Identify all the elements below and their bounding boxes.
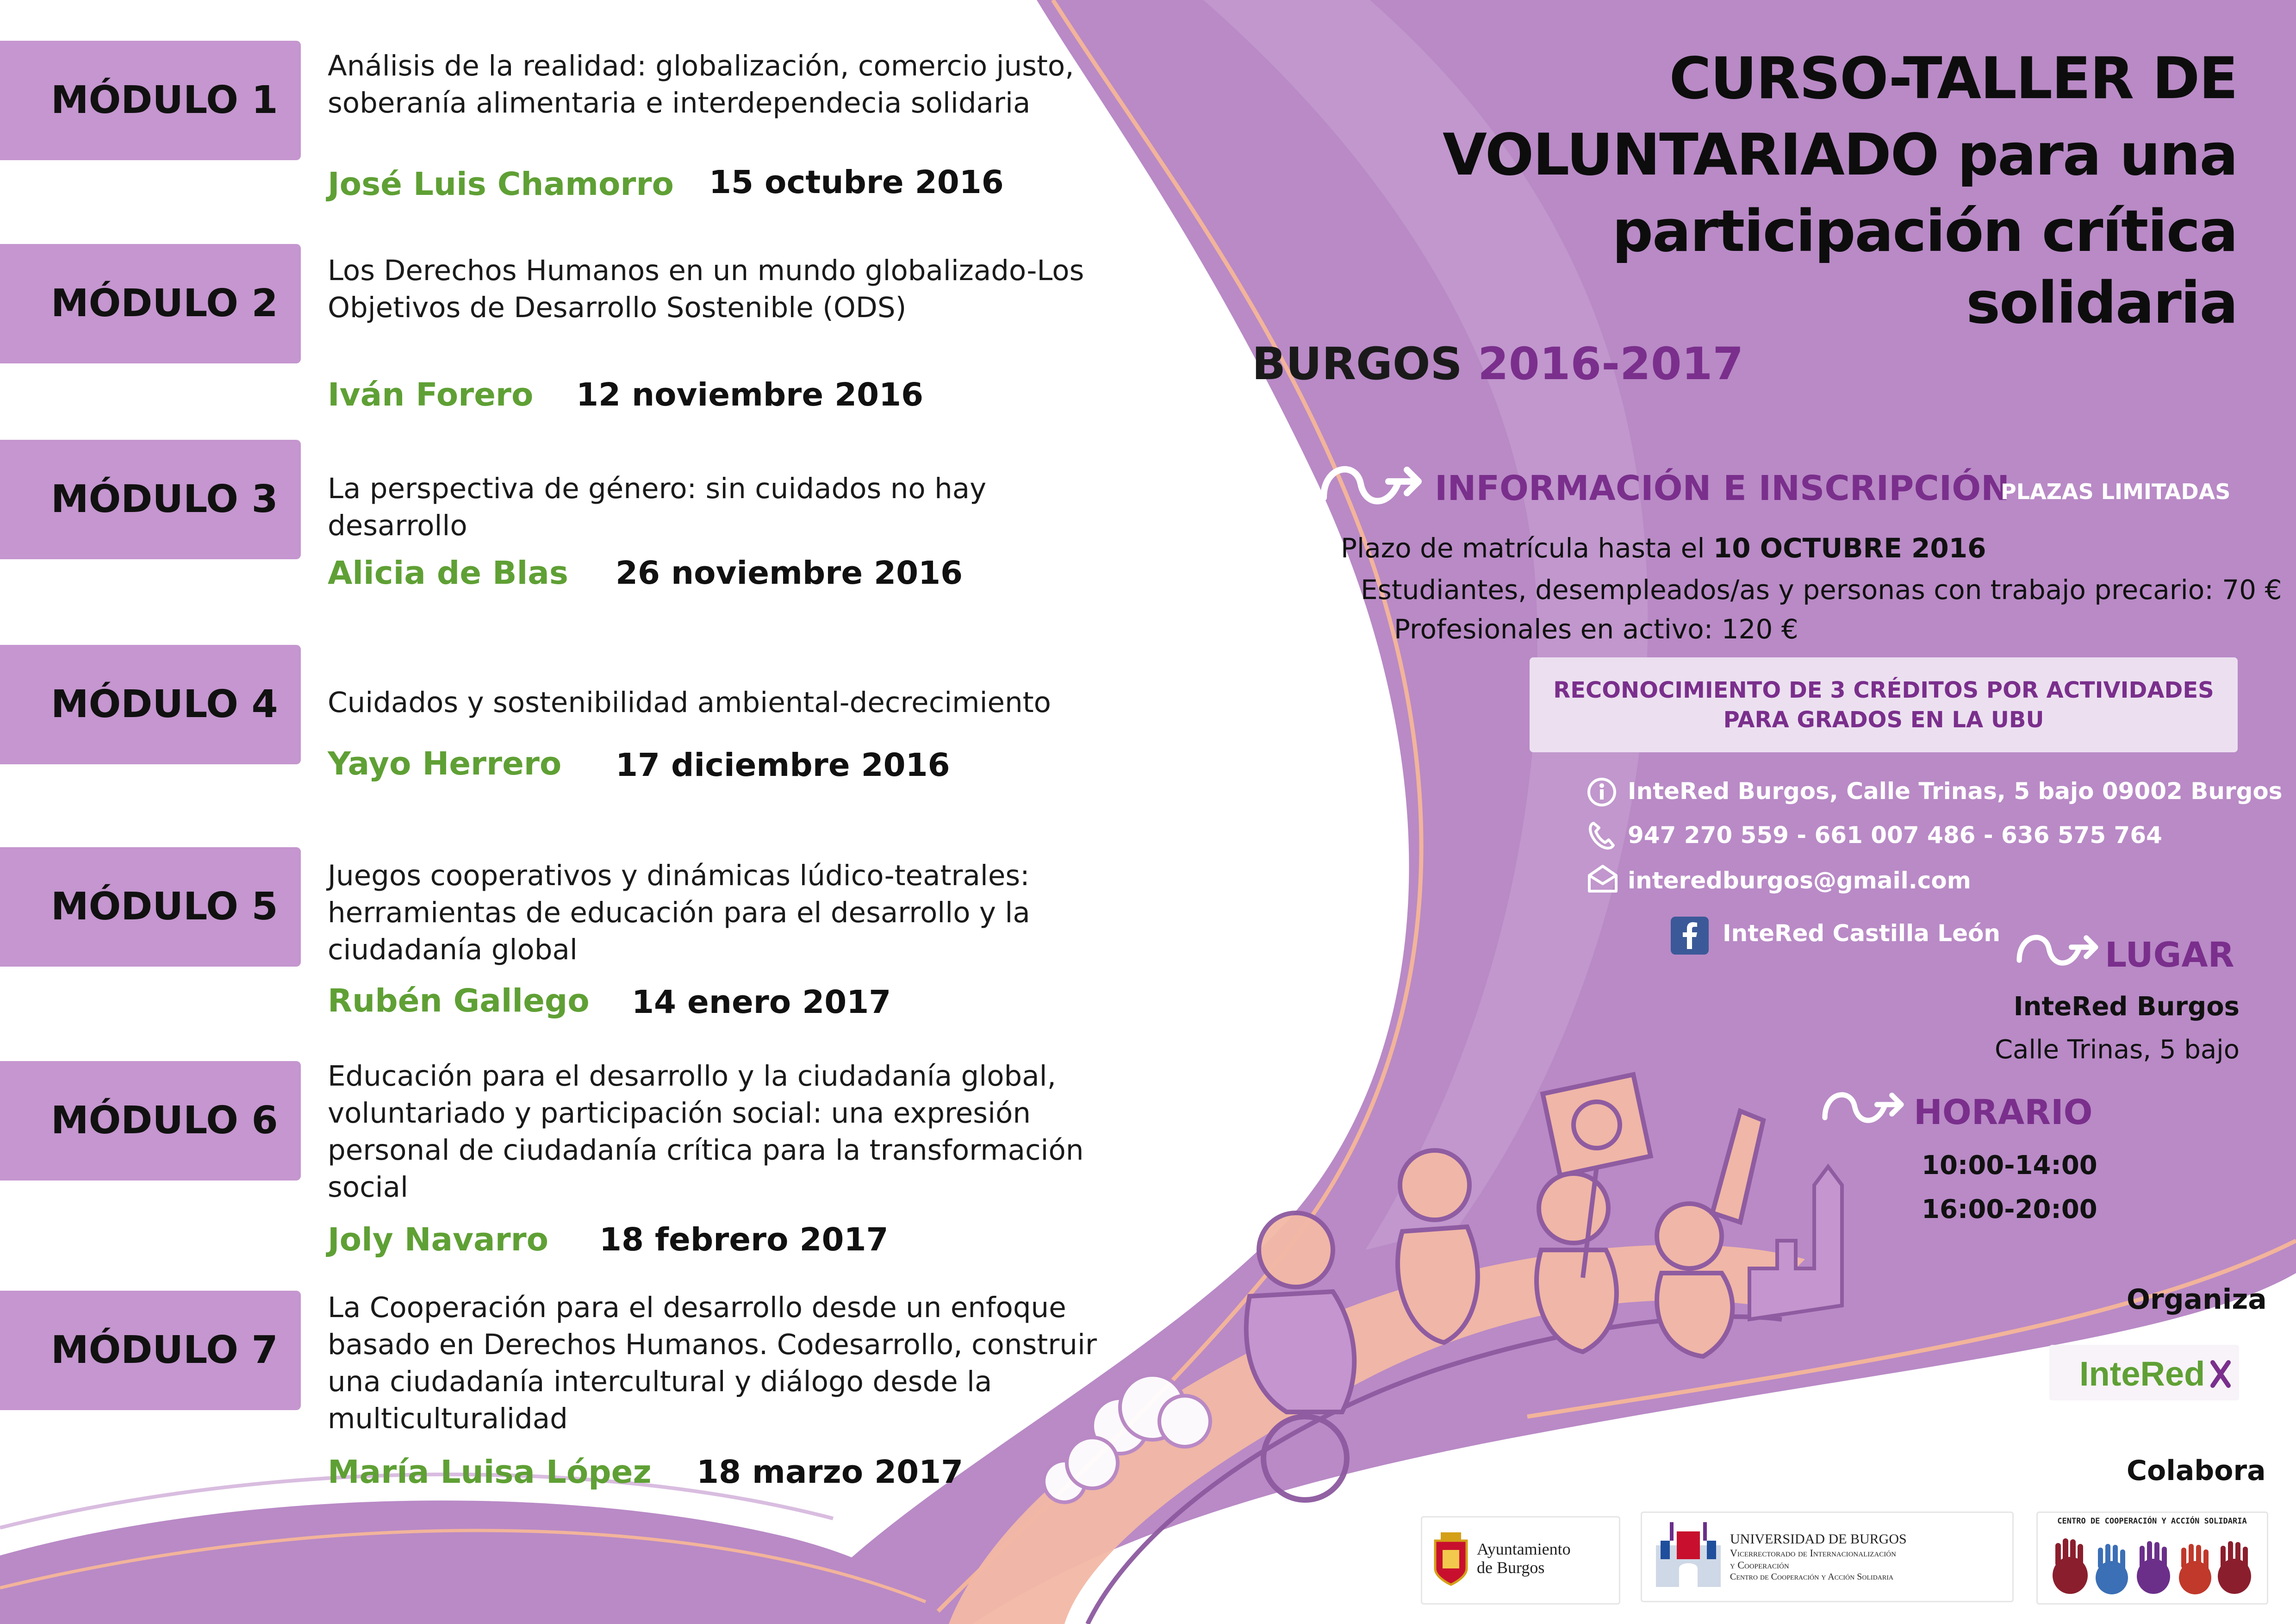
module-date: 18 febrero 2017 <box>599 1221 889 1258</box>
contact-phones: 947 270 559 - 661 007 486 - 636 575 764 <box>1628 822 2162 849</box>
ubu-line-3: y Cooperación <box>1730 1559 1789 1571</box>
credits-line-2: PARA GRADOS EN LA UBU <box>1723 706 2044 733</box>
credits-box <box>1530 657 2238 752</box>
wave-arrow-icon <box>1319 456 1425 512</box>
contact-email[interactable]: interedburgos@gmail.com <box>1628 867 1971 894</box>
module-tab <box>0 847 301 967</box>
handprints-icon <box>2047 1534 2258 1599</box>
deadline-text <box>1341 532 1986 564</box>
ccas-title: CENTRO DE COOPERACIÓN Y ACCIÓN SOLIDARIA <box>2057 1517 2247 1526</box>
title-line-1: CURSO-TALLER DE <box>1669 45 2237 112</box>
title-line-4: solidaria <box>1966 270 2237 337</box>
module-description: La perspectiva de género: sin cuidados no hay desarrollo <box>328 472 987 542</box>
module-teacher: María Luisa López <box>328 1454 652 1491</box>
colabora-label: Colabora <box>2127 1455 2266 1487</box>
module-label: MÓDULO 3 <box>51 477 278 521</box>
title-line-3: participación crítica <box>1612 198 2237 265</box>
contact-facebook[interactable]: InteRed Castilla León <box>1723 920 2000 947</box>
module-tab <box>0 244 301 363</box>
module-description: Análisis de la realidad: globalización, comercio justo, soberanía alimentaria e interdependecia solidaria <box>328 50 1074 119</box>
organiza-label: Organiza <box>2127 1283 2267 1316</box>
schedule-slot-2: 16:00-20:00 <box>1922 1194 2097 1224</box>
module-description: Los Derechos Humanos en un mundo globalizado-Los Objetivos de Desarrollo Sostenible (ODS) <box>328 254 1084 324</box>
price-students: Estudiantes, desempleados/as y personas con trabajo precario: 70 € <box>1361 574 2282 606</box>
contact-address: InteRed Burgos, Calle Trinas, 5 bajo 09002 Burgos <box>1628 778 2283 805</box>
city-year-heading <box>1252 338 1743 390</box>
deadline-date: 10 OCTUBRE 2016 <box>1713 532 1986 564</box>
module-label: MÓDULO 4 <box>51 682 278 726</box>
place-street: Calle Trinas, 5 bajo <box>1994 1035 2240 1065</box>
info-heading: INFORMACIÓN E INSCRIPCIÓN <box>1435 468 2010 508</box>
module-date: 12 noviembre 2016 <box>576 376 924 413</box>
module-date: 15 octubre 2016 <box>709 164 1004 201</box>
info-icon <box>1587 777 1617 807</box>
module-date: 14 enero 2017 <box>632 984 891 1021</box>
wave-arrow-icon <box>2016 926 2101 972</box>
title-line-2: VOLUNTARIADO para una <box>1443 122 2237 188</box>
years: 2016-2017 <box>1478 338 1744 390</box>
ubu-logo <box>1641 1512 2014 1602</box>
phone-icon <box>1587 819 1617 852</box>
wave-arrow-icon <box>1821 1083 1907 1130</box>
module-label: MÓDULO 7 <box>51 1328 278 1372</box>
limited-places: PLAZAS LIMITADAS <box>2001 479 2231 504</box>
credits-line-1: RECONOCIMIENTO DE 3 CRÉDITOS POR ACTIVIDADES <box>1553 677 2214 703</box>
module-description: Educación para el desarrollo y la ciudadanía global, voluntariado y participación social: una expresión personal de ciudadanía crítica para la transformación social <box>328 1060 1084 1204</box>
schedule-heading: HORARIO <box>1914 1093 2093 1132</box>
module-teacher: José Luis Chamorro <box>328 166 674 203</box>
module-teacher: Rubén Gallego <box>328 982 590 1019</box>
intered-logo <box>2049 1345 2239 1400</box>
facebook-icon <box>1671 917 1709 955</box>
burgos-shield-icon <box>1432 1531 1469 1587</box>
place-name: InteRed Burgos <box>2013 992 2240 1022</box>
module-teacher: Yayo Herrero <box>328 745 562 782</box>
intered-logo-mark <box>2209 1358 2232 1390</box>
module-label: MÓDULO 5 <box>51 885 278 929</box>
bottom-left-swoosh <box>0 1500 949 1624</box>
deadline-prefix: Plazo de matrícula hasta el <box>1341 532 1705 564</box>
ubu-line-2: Vicerrectorado de Internacionalización <box>1730 1547 1896 1559</box>
module-date: 17 diciembre 2016 <box>616 747 950 784</box>
ubu-line-1: UNIVERSIDAD DE BURGOS <box>1730 1531 1907 1547</box>
mail-icon <box>1587 863 1619 894</box>
module-date: 26 noviembre 2016 <box>616 555 963 592</box>
ayuntamiento-logo <box>1421 1516 1620 1605</box>
ubu-line-4: Centro de Cooperación y Acción Solidaria <box>1730 1572 1894 1582</box>
module-date: 18 marzo 2017 <box>697 1454 964 1491</box>
module-teacher: Joly Navarro <box>328 1221 549 1258</box>
ayto-line-1: Ayuntamiento <box>1477 1540 1571 1558</box>
module-tab <box>0 1291 301 1410</box>
ubu-building-icon <box>1651 1522 1725 1592</box>
place-heading: LUGAR <box>2105 935 2234 975</box>
module-teacher: Iván Forero <box>328 376 534 413</box>
module-tab <box>0 41 301 160</box>
module-label: MÓDULO 6 <box>51 1099 278 1143</box>
city: BURGOS <box>1252 338 1462 390</box>
schedule-slot-1: 10:00-14:00 <box>1922 1150 2097 1181</box>
module-description: Cuidados y sostenibilidad ambiental-decrecimiento <box>328 686 1051 719</box>
module-tab <box>0 645 301 764</box>
module-label: MÓDULO 2 <box>51 281 278 325</box>
intered-logo-text: InteRed <box>2079 1355 2205 1393</box>
module-tab <box>0 440 301 559</box>
module-description: La Cooperación para el desarrollo desde un enfoque basado en Derechos Humanos. Codesarrollo, construir una ciudadanía intercultural y diálogo desde la multiculturalidad <box>328 1291 1097 1435</box>
module-teacher: Alicia de Blas <box>328 555 568 592</box>
price-professionals: Profesionales en activo: 120 € <box>1394 613 1798 645</box>
module-description: Juegos cooperativos y dinámicas lúdico-teatrales: herramientas de educación para el desarrollo y la ciudadanía global <box>328 859 1030 966</box>
ayto-line-2: de Burgos <box>1477 1558 1545 1577</box>
module-label: MÓDULO 1 <box>51 78 278 122</box>
module-tab <box>0 1061 301 1181</box>
ccas-logo <box>2036 1512 2268 1605</box>
